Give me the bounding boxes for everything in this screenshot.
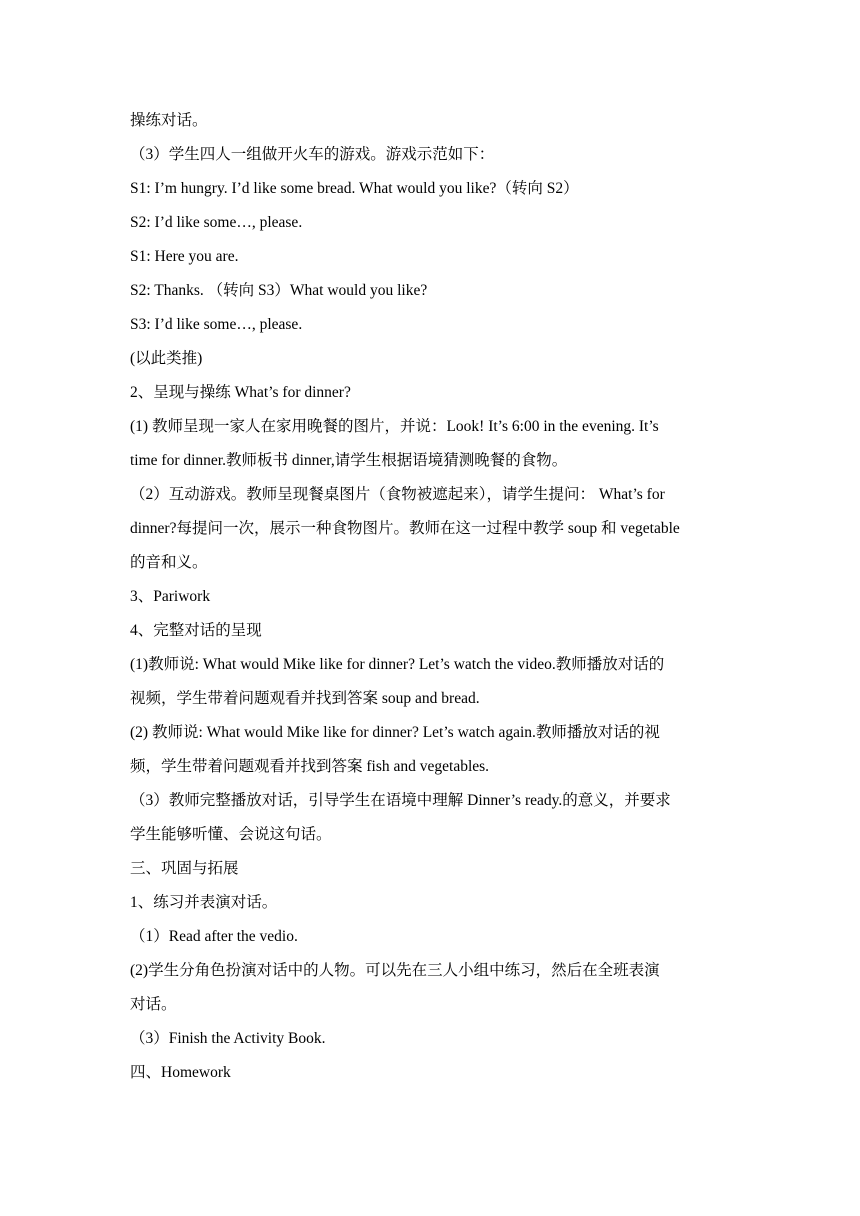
text-line: (1) 教师呈现一家人在家用晚餐的图片，并说：Look! It’s 6:00 in the evening. It’s (130, 418, 659, 435)
section-heading: 四、Homework (130, 1064, 231, 1081)
section-heading: 2、呈现与操练 What’s for dinner? (130, 384, 351, 401)
section-heading: 三、巩固与拓展 (130, 860, 239, 877)
section-heading: 3、Pariwork (130, 588, 211, 605)
section-heading: 4、完整对话的呈现 (130, 622, 262, 639)
document-body (130, 104, 730, 1090)
text-line: （3）Finish the Activity Book. (130, 1030, 326, 1047)
text-line: S1: Here you are. (130, 248, 239, 265)
section-heading: 1、练习并表演对话。 (130, 894, 278, 911)
text-line: (以此类推) (130, 350, 203, 367)
text-line: dinner?每提问一次，展示一种食物图片。教师在这一过程中教学 soup 和 vegetable (130, 520, 680, 537)
text-line: （3）教师完整播放对话，引导学生在语境中理解 Dinner’s ready.的意义，并要求 (130, 792, 671, 809)
text-line: 频，学生带着问题观看并找到答案 fish and vegetables. (130, 758, 490, 775)
text-line: 的音和义。 (130, 554, 208, 571)
text-line: S2: I’d like some…, please. (130, 214, 303, 231)
text-line: 学生能够听懂、会说这句话。 (130, 826, 332, 843)
text-line: (2)学生分角色扮演对话中的人物。可以先在三人小组中练习，然后在全班表演 (130, 962, 660, 979)
text-line: S3: I’d like some…, please. (130, 316, 303, 333)
text-line: 操练对话。 (130, 112, 208, 129)
text-line: 视频，学生带着问题观看并找到答案 soup and bread. (130, 690, 480, 707)
text-line: time for dinner.教师板书 dinner,请学生根据语境猜测晚餐的食物。 (130, 452, 568, 469)
text-line: 对话。 (130, 996, 177, 1013)
text-line: (1)教师说: What would Mike like for dinner? Let’s watch the video.教师播放对话的 (130, 656, 665, 673)
text-line: （1）Read after the vedio. (130, 928, 298, 945)
text-line: (2) 教师说: What would Mike like for dinner? Let’s watch again.教师播放对话的视 (130, 724, 660, 741)
text-line: （2）互动游戏。教师呈现餐桌图片（食物被遮起来），请学生提问： What’s for (130, 486, 665, 503)
text-line: S2: Thanks. （转向 S3）What would you like? (130, 282, 428, 299)
text-line: S1: I’m hungry. I’d like some bread. What would you like?（转向 S2） (130, 180, 579, 197)
text-line: （3）学生四人一组做开火车的游戏。游戏示范如下： (130, 146, 495, 163)
